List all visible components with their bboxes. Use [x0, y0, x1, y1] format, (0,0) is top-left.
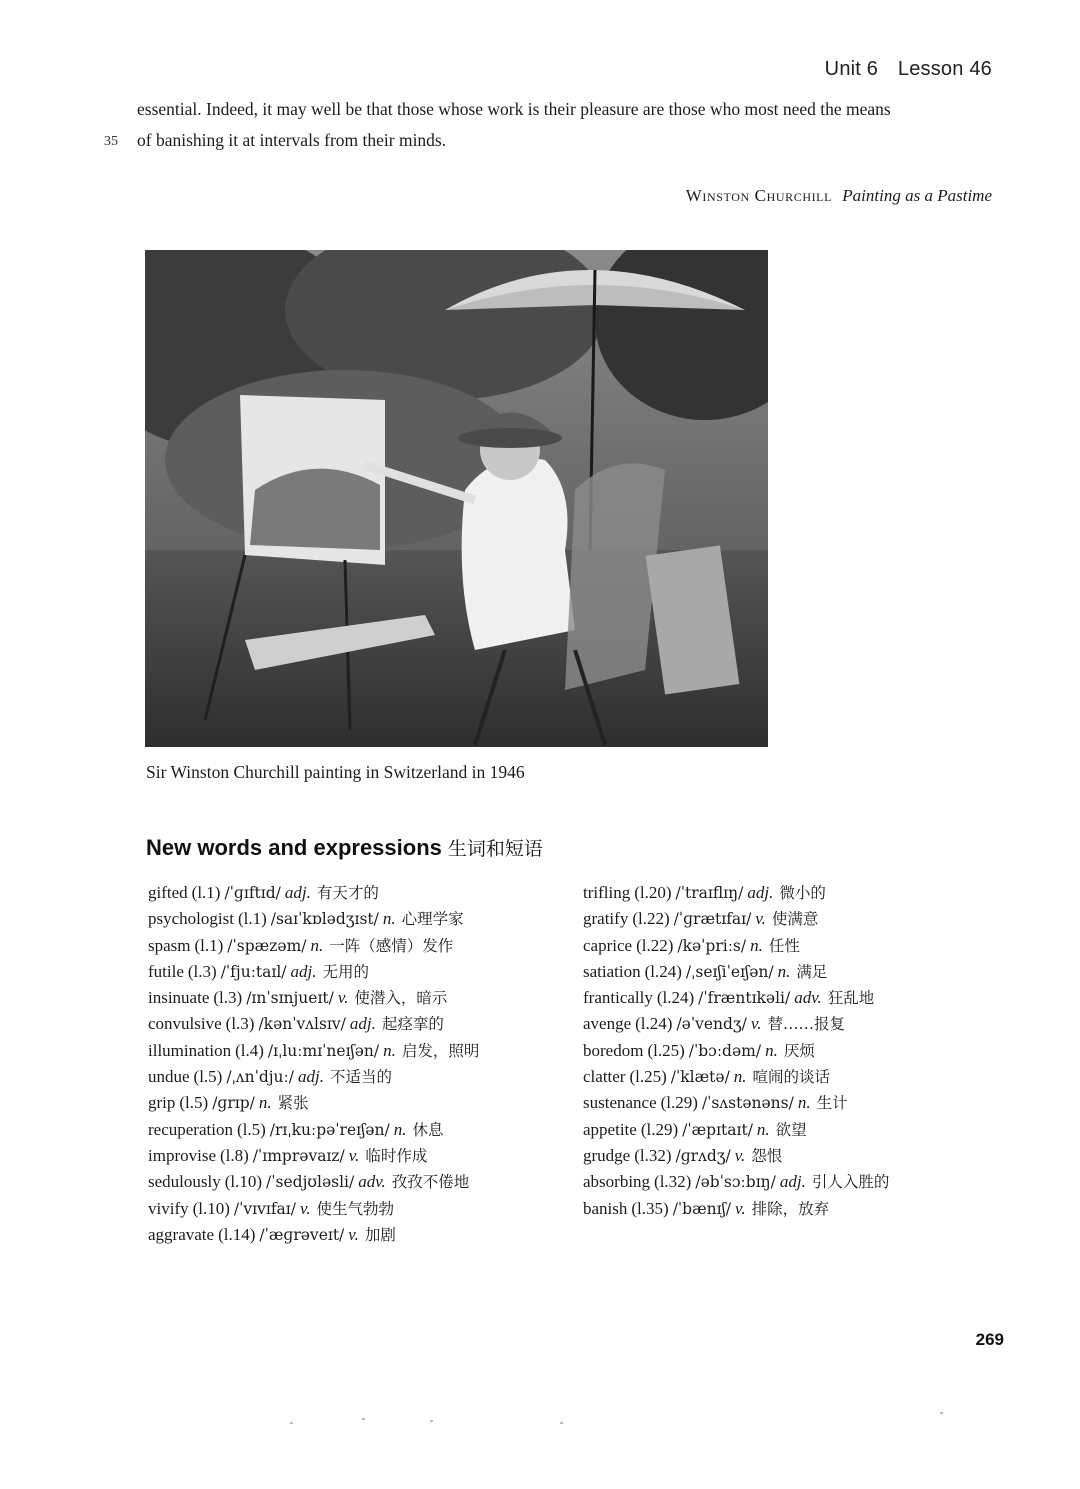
vocabulary-title: New words and expressions: [146, 835, 442, 860]
vocab-meaning: 启发，照明: [401, 1041, 480, 1060]
vocab-pos: n.: [756, 1119, 770, 1139]
line-number: 35: [104, 134, 118, 149]
vocab-line-ref: (l.24): [656, 988, 695, 1008]
vocab-entry: [583, 959, 889, 985]
vocab-word: undue: [148, 1067, 190, 1087]
vocab-line-ref: (l.3): [213, 988, 243, 1008]
vocab-meaning: 满足: [796, 962, 828, 981]
vocab-pronunciation: /ˈæpɪtaɪt/: [682, 1120, 753, 1139]
vocab-pos: n.: [797, 1093, 811, 1113]
vocab-word: convulsive: [148, 1014, 222, 1034]
vocab-pronunciation: /ˈɪmprəvaɪz/: [252, 1146, 345, 1165]
vocab-entry: [148, 933, 479, 959]
vocab-line-ref: (l.4): [235, 1040, 264, 1060]
vocab-word: recuperation: [148, 1119, 233, 1139]
vocab-entry: [583, 1064, 889, 1090]
vocab-word: trifling: [583, 883, 631, 902]
vocab-meaning: 紧张: [277, 1094, 309, 1113]
vocab-pronunciation: /ˈsedjʊləsli/: [266, 1173, 355, 1192]
vocab-pronunciation: /ˈbɔːdəm/: [688, 1041, 762, 1060]
vocab-pos: n.: [258, 1093, 272, 1113]
passage-line: of banishing it at intervals from their minds.: [137, 130, 447, 150]
vocab-line-ref: (l.24): [635, 1014, 673, 1034]
vocab-entry: [148, 1169, 479, 1195]
vocab-line-ref: (l.10): [192, 1198, 230, 1218]
vocab-word: sedulously: [148, 1172, 221, 1192]
vocab-line-ref: (l.14): [218, 1224, 256, 1244]
page-number: 269: [975, 1330, 1004, 1349]
vocab-word: clatter: [583, 1067, 626, 1087]
vocab-pronunciation: /ˈklætə/: [670, 1068, 730, 1087]
vocab-word: frantically: [583, 988, 653, 1008]
vocab-meaning: 排除，放弃: [751, 1199, 830, 1218]
vocab-entry: [148, 985, 479, 1011]
vocab-pos: n.: [777, 961, 791, 981]
vocab-pronunciation: /ˈspæzəm/: [227, 936, 307, 955]
vocab-word: futile: [148, 961, 184, 981]
vocab-pos: n.: [383, 1040, 396, 1060]
vocab-meaning: 替……报复: [767, 1015, 845, 1034]
vocab-entry: [148, 1038, 479, 1064]
vocabulary-title-zh: 生词和短语: [447, 838, 543, 860]
vocab-pronunciation: /ˈbænɪʃ/: [672, 1199, 732, 1218]
vocab-pronunciation: /ˈfjuːtaɪl/: [220, 962, 287, 981]
vocab-pos: adj.: [290, 961, 317, 981]
vocab-word: satiation: [583, 961, 641, 981]
vocab-word: avenge: [583, 1014, 632, 1034]
vocab-pos: v.: [299, 1198, 311, 1218]
vocab-pos: n.: [765, 1040, 778, 1060]
vocab-line-ref: (l.20): [634, 883, 672, 902]
vocab-word: spasm: [148, 935, 191, 955]
vocab-meaning: 喧闹的谈话: [752, 1068, 831, 1087]
vocab-line-ref: (l.35): [631, 1198, 669, 1218]
vocab-word: vivify: [148, 1198, 189, 1218]
vocab-entry: [583, 1011, 889, 1037]
vocab-pos: n.: [310, 935, 324, 955]
vocab-meaning: 心理学家: [401, 910, 464, 929]
vocab-entry: [583, 933, 889, 959]
page-header: [825, 58, 992, 81]
photo-caption: Sir Winston Churchill painting in Switzerland in 1946: [146, 762, 525, 782]
vocab-pronunciation: /kənˈvʌlsɪv/: [258, 1015, 346, 1034]
vocab-entry: [583, 985, 889, 1011]
vocab-pos: n.: [382, 909, 396, 929]
vocab-meaning: 生计: [816, 1094, 848, 1113]
vocab-entry: [583, 1090, 889, 1116]
vocab-line-ref: (l.10): [224, 1172, 263, 1192]
vocab-pronunciation: /ˈæɡrəveɪt/: [259, 1225, 345, 1244]
vocab-meaning: 怨恨: [751, 1146, 783, 1165]
vocab-pronunciation: /ɡrɪp/: [212, 1094, 255, 1113]
vocab-pronunciation: /əbˈsɔːbɪŋ/: [695, 1173, 776, 1192]
vocab-pronunciation: /ˌʌnˈdjuː/: [226, 1068, 294, 1087]
vocab-word: gifted: [148, 883, 188, 902]
vocab-word: sustenance: [583, 1093, 657, 1113]
vocab-entry: [583, 1196, 889, 1222]
vocabulary-list-right: [583, 880, 889, 1222]
vocab-meaning: 临时作成: [365, 1146, 428, 1165]
vocab-line-ref: (l.1): [191, 883, 221, 902]
vocab-pos: adj.: [747, 883, 774, 902]
vocab-line-ref: (l.25): [647, 1040, 685, 1060]
vocab-entry: [583, 880, 889, 906]
vocab-line-ref: (l.5): [179, 1093, 209, 1113]
source-work: Painting as a Pastime: [842, 186, 992, 205]
vocab-entry: [583, 1038, 889, 1064]
vocab-line-ref: (l.5): [193, 1067, 223, 1087]
vocab-entry: [148, 1011, 479, 1037]
vocab-entry: [583, 1169, 889, 1195]
vocab-pronunciation: /ˈtraɪflɪŋ/: [675, 884, 744, 902]
vocab-pronunciation: /ɪnˈsɪnjueɪt/: [246, 989, 334, 1008]
vocab-meaning: 一阵（感情）发作: [329, 936, 454, 955]
vocab-pos: adv.: [358, 1172, 386, 1192]
vocab-pronunciation: /ˈsʌstənəns/: [701, 1094, 794, 1113]
vocab-line-ref: (l.32): [654, 1172, 692, 1192]
vocab-entry: [148, 880, 479, 906]
vocab-pronunciation: /rɪˌkuːpəˈreɪʃən/: [269, 1120, 390, 1139]
vocab-meaning: 休息: [412, 1120, 444, 1139]
vocab-line-ref: (l.3): [225, 1014, 255, 1034]
vocab-pos: n.: [393, 1119, 407, 1139]
vocab-meaning: 使满意: [771, 910, 819, 929]
vocab-entry: [148, 1143, 479, 1169]
vocab-line-ref: (l.22): [636, 935, 674, 955]
vocab-line-ref: (l.25): [629, 1067, 667, 1087]
vocab-line-ref: (l.1): [194, 935, 224, 955]
vocab-meaning: 起痉挛的: [381, 1015, 444, 1034]
vocab-word: grudge: [583, 1145, 631, 1165]
vocab-entry: [148, 959, 479, 985]
vocab-meaning: 使生气勃勃: [316, 1199, 395, 1218]
vocab-pronunciation: /əˈvendʒ/: [676, 1015, 747, 1034]
vocab-meaning: 任性: [768, 936, 800, 955]
vocab-pronunciation: /kəˈpriːs/: [677, 936, 747, 955]
vocab-pos: adj.: [297, 1067, 324, 1087]
churchill-painting-photo: [145, 250, 768, 747]
vocabulary-list-left: [148, 880, 479, 1248]
vocab-pos: v.: [348, 1224, 359, 1244]
vocab-pos: adj.: [349, 1014, 376, 1034]
vocab-word: caprice: [583, 935, 633, 955]
vocab-word: grip: [148, 1093, 176, 1113]
vocab-pos: adj.: [779, 1172, 806, 1192]
vocab-pos: v.: [735, 1198, 746, 1218]
lesson-label: Lesson 46: [897, 58, 992, 80]
vocab-meaning: 有天才的: [316, 884, 379, 902]
vocab-meaning: 狂乱地: [827, 989, 875, 1008]
vocab-word: boredom: [583, 1040, 644, 1060]
vocab-meaning: 孜孜不倦地: [391, 1173, 470, 1192]
vocab-entry: [148, 1090, 479, 1116]
vocab-meaning: 欲望: [775, 1120, 807, 1139]
vocab-meaning: 加剧: [364, 1225, 396, 1244]
vocab-word: banish: [583, 1198, 628, 1218]
vocab-entry: [583, 1143, 889, 1169]
vocab-meaning: 厌烦: [783, 1041, 815, 1060]
vocab-entry: [583, 906, 889, 932]
passage-line: essential. Indeed, it may well be that those whose work is their pleasure are those who most need the means: [137, 99, 891, 119]
vocab-pronunciation: /saɪˈkɒlədʒɪst/: [270, 910, 379, 929]
vocab-line-ref: (l.22): [632, 909, 670, 929]
source-author: Winston Churchill: [685, 186, 833, 205]
vocab-line-ref: (l.1): [237, 909, 267, 929]
unit-label: Unit 6: [824, 58, 879, 80]
vocab-entry: [583, 1117, 889, 1143]
vocab-word: illumination: [148, 1040, 232, 1060]
vocab-pronunciation: /ɡrʌdʒ/: [675, 1146, 731, 1165]
vocab-meaning: 不适当的: [329, 1068, 392, 1087]
vocab-pos: v.: [734, 1145, 746, 1165]
vocab-pos: n.: [733, 1067, 747, 1087]
vocab-entry: [148, 1196, 479, 1222]
vocab-meaning: 微小的: [779, 884, 826, 902]
vocab-pos: v.: [348, 1145, 360, 1165]
vocab-word: gratify: [583, 909, 629, 929]
vocab-word: aggravate: [148, 1224, 215, 1244]
vocab-pos: adj.: [284, 883, 311, 902]
vocab-pronunciation: /ɪˌluːmɪˈneɪʃən/: [267, 1041, 380, 1060]
vocab-entry: [148, 1064, 479, 1090]
vocab-line-ref: (l.29): [640, 1119, 679, 1139]
vocab-line-ref: (l.8): [220, 1145, 249, 1165]
vocab-line-ref: (l.24): [644, 961, 682, 981]
vocab-line-ref: (l.29): [660, 1093, 698, 1113]
vocab-pos: v.: [750, 1014, 762, 1034]
vocab-entry: [148, 1222, 479, 1248]
vocab-line-ref: (l.3): [187, 961, 217, 981]
vocab-word: psychologist: [148, 909, 234, 929]
vocab-pronunciation: /ˈɡrætɪfaɪ/: [673, 910, 752, 929]
vocab-entry: [148, 1117, 479, 1143]
vocab-entry: [148, 906, 479, 932]
vocab-pronunciation: /ˈvɪvɪfaɪ/: [233, 1199, 296, 1218]
vocab-line-ref: (l.5): [236, 1119, 266, 1139]
vocab-pronunciation: /ˈfræntɪkəli/: [698, 989, 791, 1008]
vocab-meaning: 引人入胜的: [811, 1173, 890, 1192]
vocab-pos: n.: [750, 935, 763, 955]
vocab-pos: v.: [337, 988, 349, 1008]
vocab-word: appetite: [583, 1119, 637, 1139]
vocab-word: improvise: [148, 1145, 216, 1165]
vocab-word: absorbing: [583, 1172, 651, 1192]
source-citation: [686, 186, 992, 206]
vocab-pronunciation: /ˈɡɪftɪd/: [224, 884, 281, 902]
vocab-meaning: 无用的: [322, 962, 370, 981]
vocab-word: insinuate: [148, 988, 210, 1008]
vocab-line-ref: (l.32): [634, 1145, 672, 1165]
vocabulary-heading: [146, 834, 543, 861]
vocab-pos: adv.: [794, 988, 822, 1008]
vocab-pronunciation: /ˌseɪʃiˈeɪʃən/: [685, 962, 774, 981]
vocab-pos: v.: [755, 909, 766, 929]
vocab-meaning: 使潜入，暗示: [354, 989, 448, 1008]
